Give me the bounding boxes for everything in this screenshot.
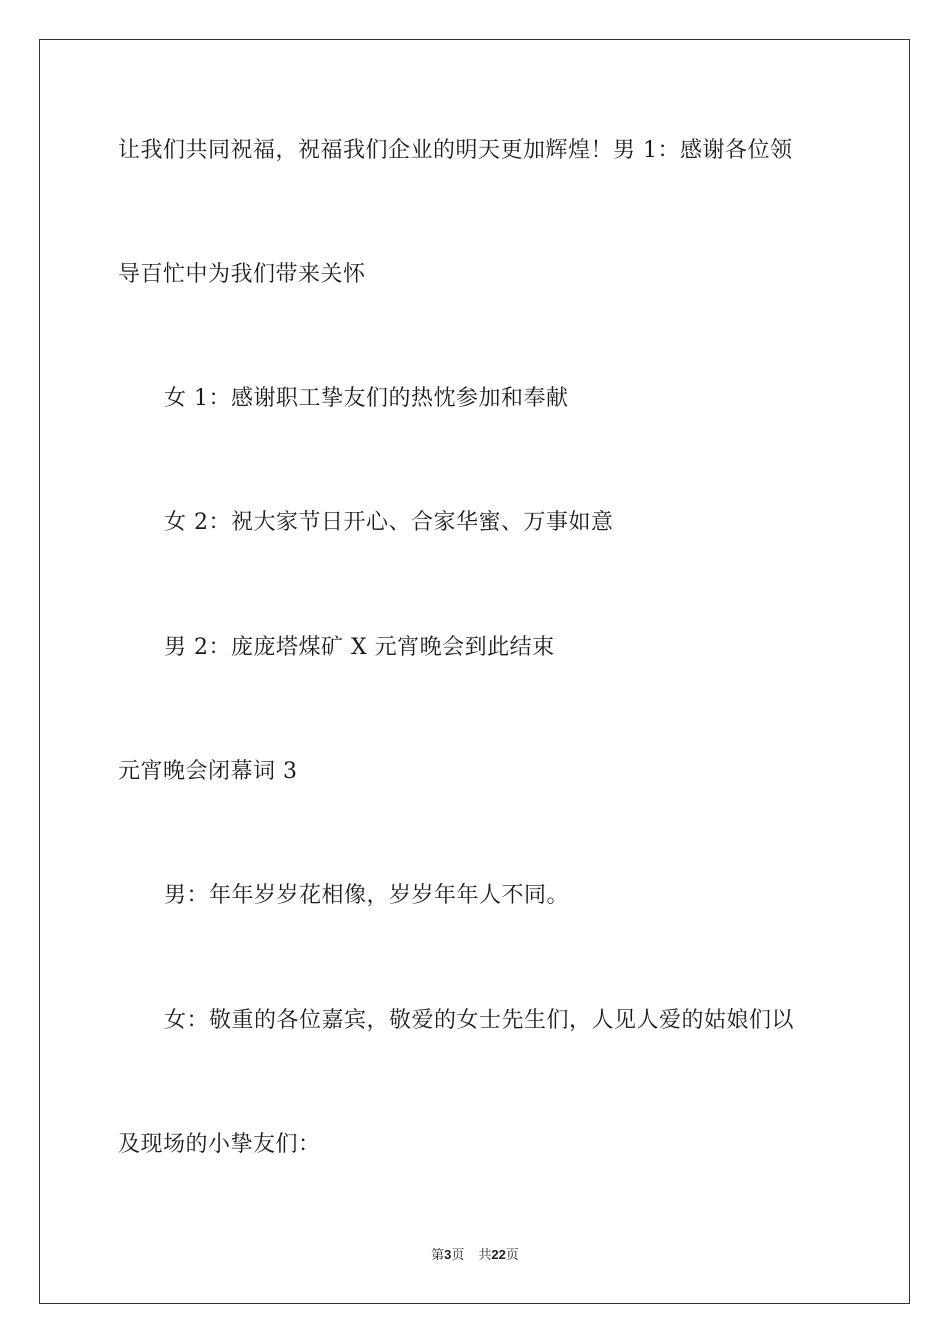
page-label-prefix: 第 <box>431 1248 445 1263</box>
current-page-number: 3 <box>444 1247 452 1262</box>
total-page-count: 22 <box>491 1247 506 1262</box>
body-text-line: 女：敬重的各位嘉宾，敬爱的女士先生们，人见人爱的姑娘们以 <box>164 1008 795 1033</box>
body-text-line: 导百忙中为我们带来关怀 <box>118 262 366 287</box>
page-border <box>39 39 910 1304</box>
page-label-suffix: 页 <box>451 1248 465 1263</box>
section-heading: 元宵晚会闭幕词 3 <box>118 759 298 784</box>
body-text-line: 让我们共同祝福，祝福我们企业的明天更加辉煌！男 1：感谢各位领 <box>118 138 793 163</box>
body-text-line: 男：年年岁岁花相像，岁岁年年人不同。 <box>164 883 570 908</box>
body-text-line: 女 2：祝大家节日开心、合家华蜜、万事如意 <box>164 510 614 535</box>
body-text-line: 及现场的小挚友们： <box>118 1132 321 1157</box>
body-text-line: 女 1：感谢职工挚友们的热忱参加和奉献 <box>164 386 569 411</box>
total-label-suffix: 页 <box>505 1248 519 1263</box>
total-label-prefix: 共 <box>478 1248 492 1263</box>
body-text-line: 男 2：庞庞塔煤矿 X 元宵晚会到此结束 <box>164 635 555 660</box>
page-footer <box>0 1246 950 1265</box>
